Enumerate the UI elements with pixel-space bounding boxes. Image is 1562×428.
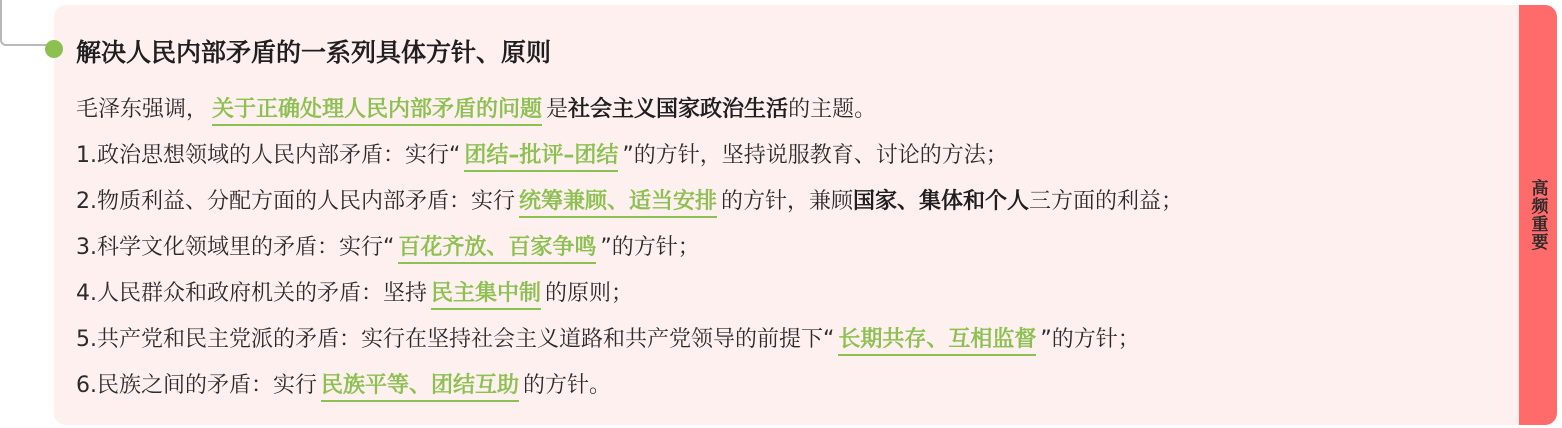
- content-line-6: 6.民族之间的矛盾：实行 民族平等、团结互助 的方针。: [76, 363, 1183, 409]
- content-lines: [76, 87, 1183, 409]
- highlight-term: 民主集中制: [431, 281, 541, 310]
- content-line-4: 4.人民群众和政府机关的矛盾：坚持 民主集中制 的原则；: [76, 271, 1183, 317]
- content-line-intro: 毛泽东强调， 关于正确处理人民内部矛盾的问题 是社会主义国家政治生活的主题。: [76, 87, 1183, 133]
- card-title: 解决人民内部矛盾的一系列具体方针、原则: [76, 38, 552, 67]
- bold-term: 国家、集体和个人: [853, 189, 1030, 214]
- priority-tag: [1519, 5, 1557, 425]
- tree-connector-line: [0, 0, 50, 46]
- highlight-term: 长期共存、互相监督: [838, 327, 1036, 356]
- content-line-2: 2.物质利益、分配方面的人民内部矛盾：实行 统筹兼顾、适当安排 的方针，兼顾国家、集体和个人三方面的利益；: [76, 179, 1183, 225]
- knowledge-card: [54, 5, 1557, 425]
- highlight-term: 统筹兼顾、适当安排: [519, 189, 717, 218]
- highlight-term: 民族平等、团结互助: [321, 373, 519, 402]
- highlight-term: 团结–批评–团结: [464, 143, 618, 172]
- bullet-dot-icon: [45, 40, 63, 58]
- priority-tag-label: 高频重要: [1527, 179, 1548, 251]
- content-line-3: 3.科学文化领域里的矛盾：实行“ 百花齐放、百家争鸣 ”的方针；: [76, 225, 1183, 271]
- content-line-1: 1.政治思想领域的人民内部矛盾：实行“ 团结–批评–团结 ”的方针，坚持说服教育、讨论的方法；: [76, 133, 1183, 179]
- highlight-term: 百花齐放、百家争鸣: [398, 235, 596, 264]
- bold-term: 社会主义国家政治生活: [568, 97, 789, 122]
- content-line-5: 5.共产党和民主党派的矛盾：实行在坚持社会主义道路和共产党领导的前提下“ 长期共存、互相监督 ”的方针；: [76, 317, 1183, 363]
- highlight-term: 关于正确处理人民内部矛盾的问题: [212, 97, 542, 126]
